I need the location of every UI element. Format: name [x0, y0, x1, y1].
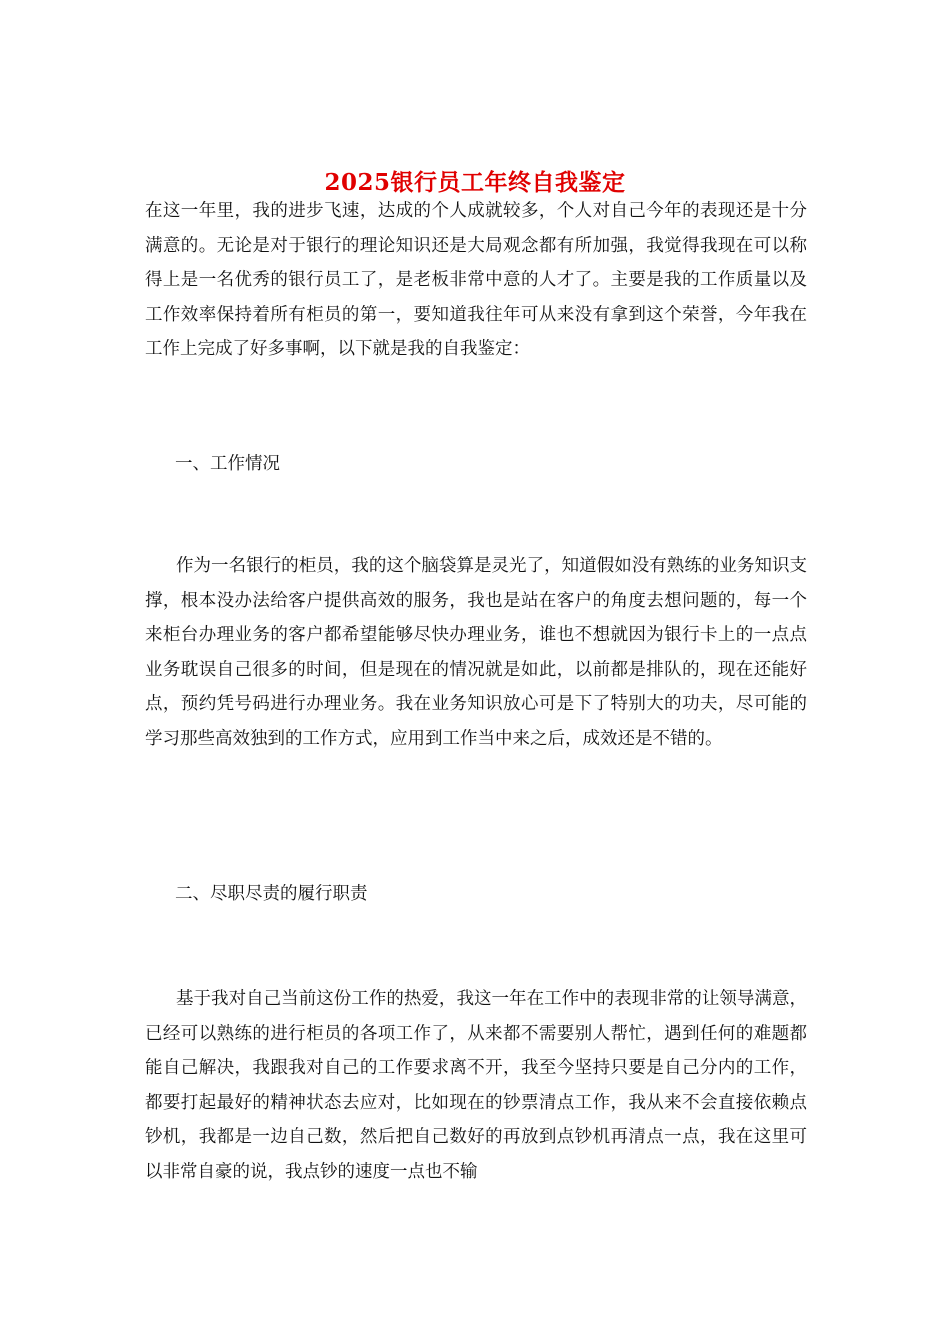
document-title: 2025银行员工年终自我鉴定	[324, 169, 626, 197]
section-heading-duties: 二、尽职尽责的履行职责	[175, 884, 368, 904]
section-body-duties: 基于我对自己当前这份工作的热爱，我这一年在工作中的表现非常的让领导满意，已经可以熟练的进行柜员的各项工作了，从来都不需要别人帮忙，遇到任何的难题都能自己解决，我跟我对自己的工作要求离不开，我至今坚持只要是自己分内的工作，都要打起最好的精神状态去应对，比如现在的钞票清点工作，我从来不会直接依赖点钞机，我都是一边自己数，然后把自己数好的再放到点钞机再清点一点，我在这里可以非常自豪的说，我点钞的速度一点也不输	[145, 989, 807, 1182]
intro-paragraph: 在这一年里，我的进步飞速，达成的个人成就较多，个人对自己今年的表现还是十分满意的。无论是对于银行的理论知识还是大局观念都有所加强，我觉得我现在可以称得上是一名优秀的银行员工了，是老板非常中意的人才了。主要是我的工作质量以及工作效率保持着所有柜员的第一，要知道我往年可从来没有拿到这个荣誉，今年我在工作上完成了好多事啊，以下就是我的自我鉴定：	[145, 201, 807, 359]
section-body-work-situation: 作为一名银行的柜员，我的这个脑袋算是灵光了，知道假如没有熟练的业务知识支撑，根本没办法给客户提供高效的服务，我也是站在客户的角度去想问题的，每一个来柜台办理业务的客户都希望能够尽快办理业务，谁也不想就因为银行卡上的一点点业务耽误自己很多的时间，但是现在的情况就是如此，以前都是排队的，现在还能好点，预约凭号码进行办理业务。我在业务知识放心可是下了特别大的功夫，尽可能的学习那些高效独到的工作方式，应用到工作当中来之后，成效还是不错的。	[145, 556, 807, 749]
section-heading-work-situation: 一、工作情况	[175, 454, 280, 474]
